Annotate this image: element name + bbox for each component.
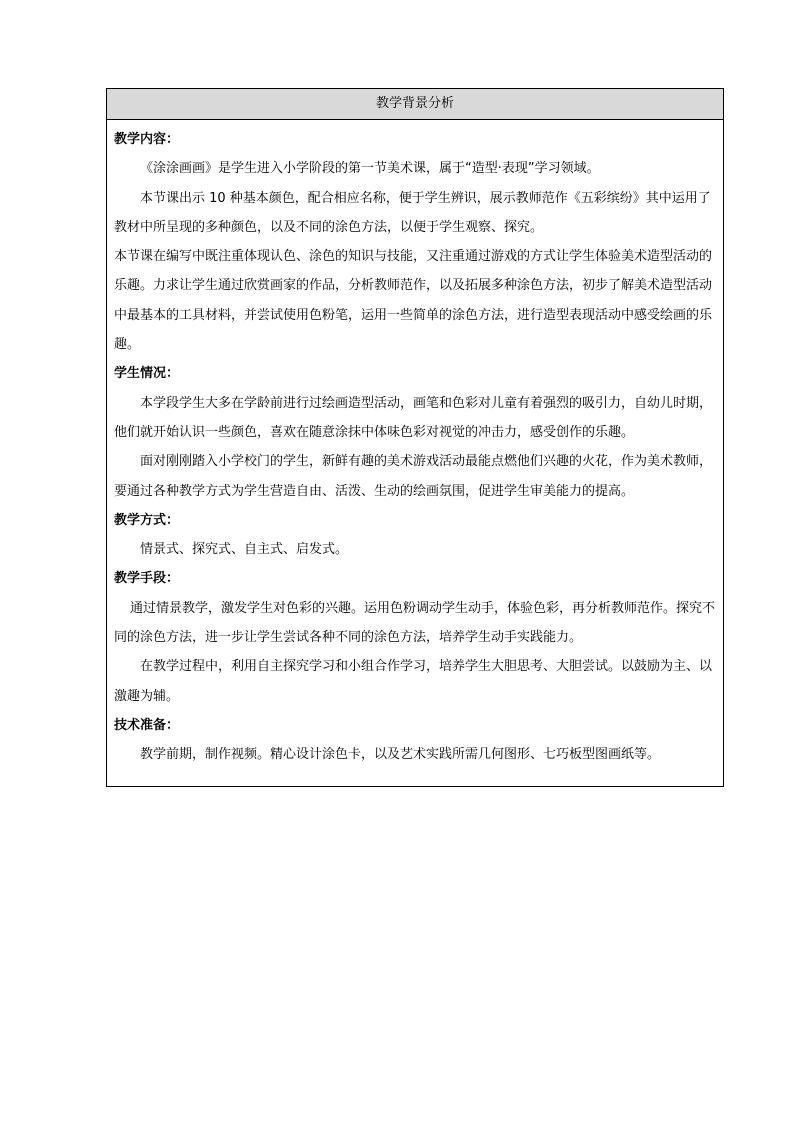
paragraph: 在教学过程中，利用自主探究学习和小组合作学习，培养学生大胆思考、大胆尝试。以鼓励为主、以激趣为辅。 [114, 659, 713, 704]
section-title-method: 教学方式： [114, 512, 180, 528]
table-header: 教学背景分析 [107, 89, 723, 120]
paragraph: 情景式、探究式、自主式、启发式。 [140, 542, 349, 558]
section-title-content: 教学内容： [114, 132, 180, 147]
paragraph: 教学前期，制作视频。精心设计涂色卡，以及艺术实践所需几何图形、七巧板型图画纸等。 [140, 747, 661, 763]
teaching-background-table [106, 88, 724, 787]
paragraph: 本学段学生大多在学龄前进行过绘画造型活动，画笔和色彩对儿童有着强烈的吸引力，自幼儿时期，他们就开始认识一些颜色，喜欢在随意涂抹中体味色彩对视觉的冲击力，感受创作的乐趣。 [114, 395, 713, 440]
paragraph: 面对刚刚踏入小学校门的学生，新鲜有趣的美术游戏活动最能点燃他们兴趣的火花，作为美术教师，要通过各种教学方式为学生营造自由、活泼、生动的绘画氛围，促进学生审美能力的提高。 [114, 454, 713, 499]
section-title-students: 学生情况： [114, 366, 180, 382]
section-title-means: 教学手段： [114, 571, 180, 587]
paragraph: 通过情景教学，激发学生对色彩的兴趣。运用色粉调动学生动手，体验色彩，再分析教师范作。探究不同的涂色方法，进一步让学生尝试各种不同的涂色方法，培养学生动手实践能力。 [114, 600, 716, 646]
section-title-tech: 技术准备： [114, 717, 180, 733]
paragraph: 本节课在编写中既注重体现认色、涂色的知识与技能，又注重通过游戏的方式让学生体验美术造型活动的乐趣。力求让学生通过欣赏画家的作品，分析教师范作，以及拓展多种涂色方法，初步了解美术造型活动中最基本的工具材料，并尝试使用色粉笔，运用一些简单的涂色方法，进行造型表现活动中感受绘画的乐趣。 [114, 249, 713, 353]
paragraph: 《涂涂画画》是学生进入小学阶段的第一节美术课，属于“造型·表现”学习领域。 [140, 161, 600, 177]
paragraph: 本节课出示 10 种基本颜色，配合相应名称，便于学生辨识，展示教师范作《五彩缤纷》其中运用了教材中所呈现的多种颜色，以及不同的涂色方法，以便于学生观察、探究。 [114, 190, 711, 235]
table-body [107, 120, 723, 786]
